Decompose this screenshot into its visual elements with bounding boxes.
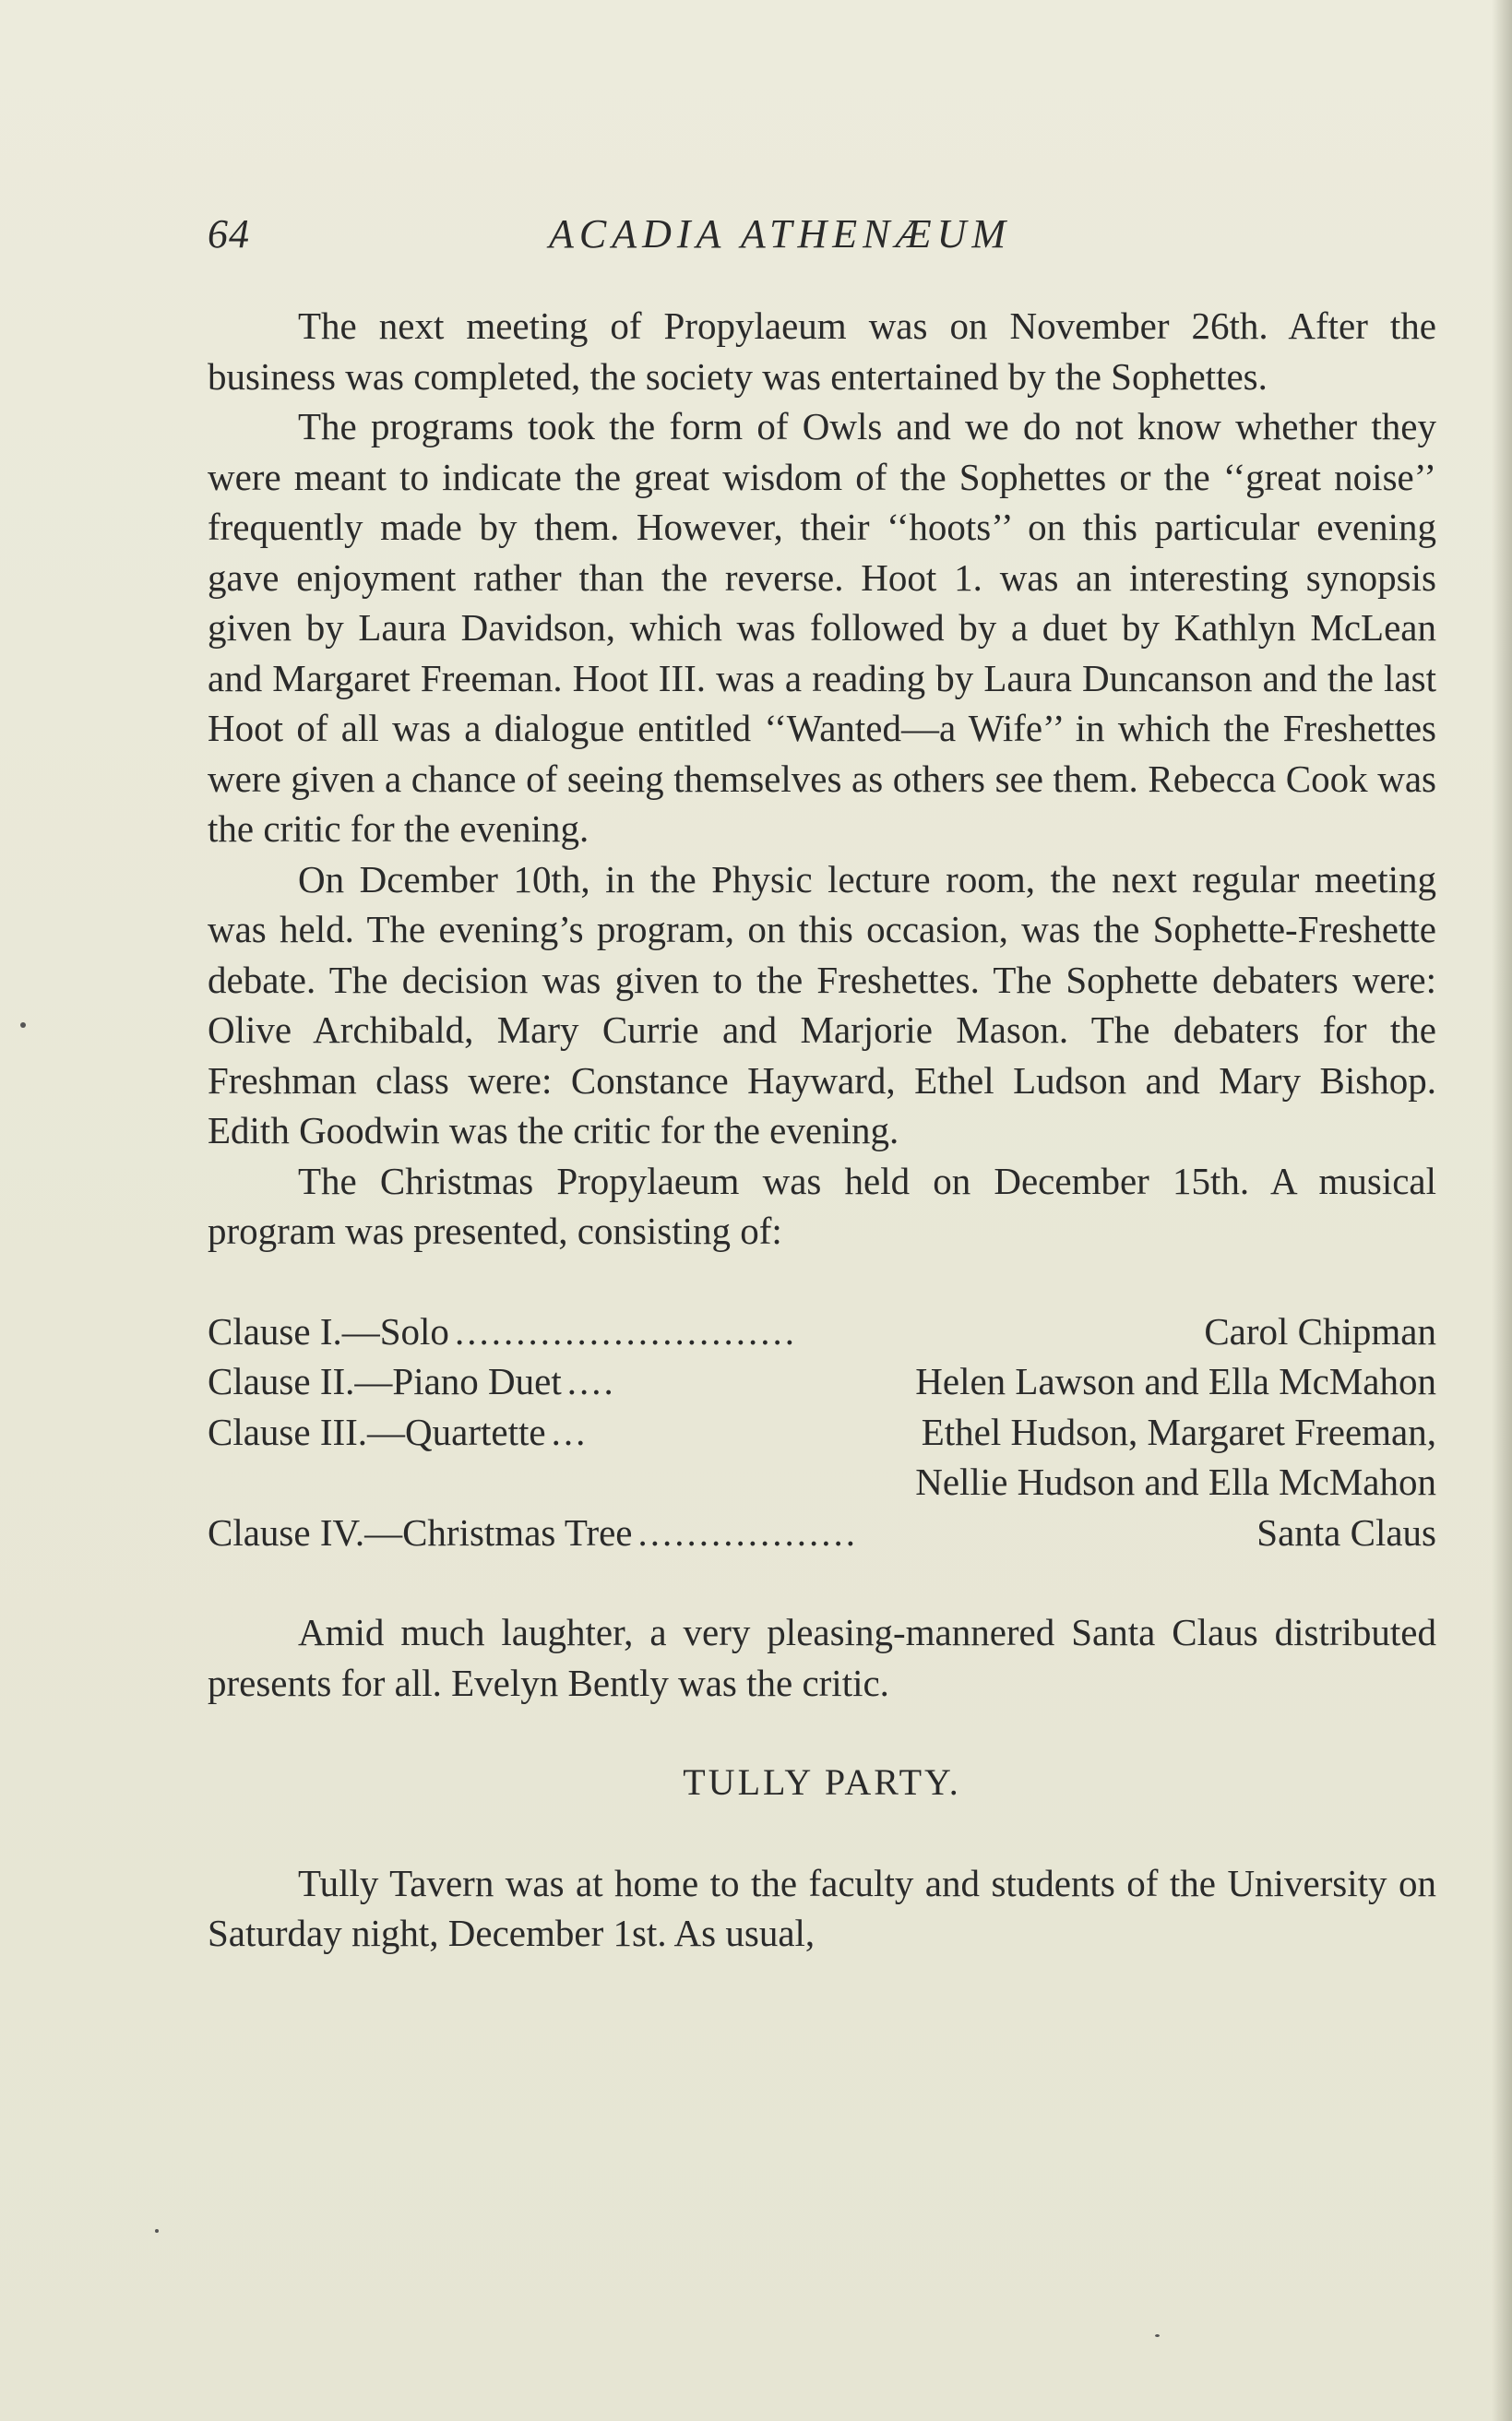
- musical-program-list: [208, 1306, 1436, 1558]
- clause-item: Clause IV.—Christmas Tree: [208, 1510, 633, 1554]
- paragraph-santa-claus: Amid much laughter, a very pleasing-mannered Santa Claus distributed presents for all. Evelyn Bently was the critic.: [208, 1611, 1436, 1704]
- clause-item: Clause III.—Quartette: [208, 1410, 546, 1453]
- clause-performer: Santa Claus: [1256, 1510, 1436, 1554]
- clause-item: Clause II.—Piano Duet: [208, 1360, 562, 1402]
- paragraph-tully-tavern: Tully Tavern was at home to the faculty and students of the University on Saturday night, December 1st. As usual,: [208, 1861, 1436, 1954]
- paper-speck: [1155, 2334, 1160, 2337]
- program-clause-4: [208, 1508, 1436, 1558]
- paragraph-christmas-propylaeum: The Christmas Propylaeum was held on December 15th. A musical program was presented, consisting of:: [208, 1159, 1436, 1252]
- paper-speck: [20, 1022, 26, 1028]
- program-clause-1: [208, 1306, 1436, 1357]
- running-head: [208, 210, 1435, 266]
- clause-performer: Ethel Hudson, Margaret Freeman,: [921, 1410, 1436, 1453]
- clause-performer: Helen Lawson and Ella McMahon: [915, 1360, 1436, 1402]
- dot-leader: ....: [566, 1360, 616, 1402]
- program-clause-3: [208, 1407, 1436, 1458]
- journal-title: ACADIA ATHENÆUM: [549, 211, 1012, 256]
- program-clause-3-continuation: Nellie Hudson and Ella McMahon: [915, 1461, 1436, 1503]
- paper-speck: [155, 2229, 159, 2233]
- section-heading-tully-party: TULLY PARTY.: [683, 1761, 961, 1803]
- dot-leader: ............................: [454, 1309, 797, 1353]
- article-body: [208, 301, 1436, 1959]
- paragraph-december-debate: On Dcember 10th, in the Physic lecture room, the next regular meeting was held. The evening’s program, on this occasion, was the Sophette-Freshette debate. The decision was given to the Freshettes. The Sophette debaters were: Olive Archibald, Mary Currie and Marjorie Mason. The debaters for the Freshman class were: Constance Hayward, Ethel Ludson and Mary Bishop. Edith Goodwin was the critic for the evening.: [208, 857, 1436, 1151]
- page-number: 64: [208, 211, 250, 256]
- clause-performer: Carol Chipman: [1204, 1309, 1436, 1353]
- program-clause-2: [208, 1356, 1436, 1407]
- paragraph-november-meeting: The next meeting of Propylaeum was on November 26th. After the business was completed, the society was entertained by the Sophettes.: [208, 304, 1436, 398]
- clause-item: Clause I.—Solo: [208, 1309, 449, 1353]
- dot-leader: ..................: [637, 1510, 859, 1554]
- page-edge-shadow: [1492, 0, 1512, 2421]
- paragraph-owls-program: The programs took the form of Owls and we do not know whether they were meant to indicate the great wisdom of the Sophettes or the ‘‘great noise’’ frequently made by them. However, their ‘‘hoots’’ on this particular evening gave enjoyment rather than the reverse. Hoot 1. was an interesting synopsis given by Laura Davidson, which was followed by a duet by Kathlyn McLean and Margaret Freeman. Hoot III. was a reading by Laura Duncanson and the last Hoot of all was a dialogue entitled ‘‘Wanted—a Wife’’ in which the Freshettes were given a chance of seeing themselves as others see them. Rebecca Cook was the critic for the evening.: [208, 405, 1436, 850]
- dot-leader: ...: [551, 1410, 589, 1453]
